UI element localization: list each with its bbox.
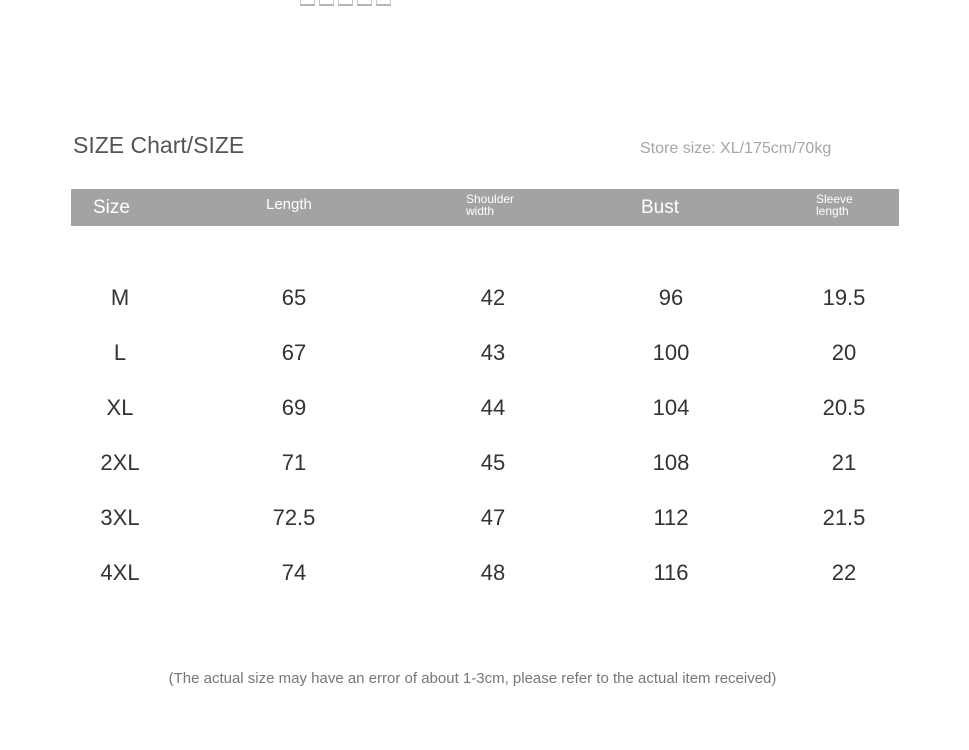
length-cell: 65	[281, 285, 307, 310]
table-row	[0, 285, 969, 315]
bust-cell: 100	[652, 340, 690, 365]
bust-cell: 96	[658, 285, 684, 310]
length-cell: 69	[281, 395, 307, 420]
header-sleeve-length: Sleeve length	[816, 192, 853, 218]
header-shoulder-width: Shoulder width	[466, 192, 515, 218]
sleeve-cell: 22	[831, 560, 857, 585]
shoulder-cell: 45	[480, 450, 506, 475]
header-length: Length	[266, 196, 312, 213]
length-cell: 72.5	[272, 505, 316, 530]
table-row	[0, 560, 969, 590]
size-cell: L	[113, 340, 127, 365]
size-cell: XL	[106, 395, 134, 420]
shoulder-cell: 43	[480, 340, 506, 365]
sleeve-cell: 21	[831, 450, 857, 475]
table-row	[0, 505, 969, 535]
store-size-note: Store size: XL/175cm/70kg	[640, 140, 832, 157]
cropped-text-fragment	[300, 0, 400, 6]
shoulder-cell: 42	[480, 285, 506, 310]
sleeve-cell: 21.5	[822, 505, 866, 530]
header-bust: Bust	[641, 197, 680, 218]
bust-cell: 104	[652, 395, 690, 420]
shoulder-cell: 48	[480, 560, 506, 585]
size-cell: 3XL	[100, 505, 140, 530]
table-row	[0, 395, 969, 425]
shoulder-cell: 47	[480, 505, 506, 530]
table-row	[0, 340, 969, 370]
table-row	[0, 450, 969, 480]
bust-cell: 116	[653, 560, 689, 585]
bust-cell: 108	[652, 450, 690, 475]
length-cell: 71	[281, 450, 307, 475]
table-header	[71, 189, 899, 226]
size-cell: M	[110, 285, 130, 310]
sleeve-cell: 20.5	[822, 395, 866, 420]
chart-title: SIZE Chart/SIZE	[73, 132, 245, 158]
header-size: Size	[93, 197, 130, 218]
length-cell: 74	[281, 560, 307, 585]
length-cell: 67	[281, 340, 307, 365]
size-disclaimer: (The actual size may have an error of about 1-3cm, please refer to the actual item received)	[168, 670, 777, 687]
size-cell: 2XL	[100, 450, 140, 475]
shoulder-cell: 44	[480, 395, 506, 420]
bust-cell: 112	[653, 505, 689, 530]
sleeve-cell: 20	[831, 340, 857, 365]
size-cell: 4XL	[100, 560, 140, 585]
sleeve-cell: 19.5	[822, 285, 866, 310]
